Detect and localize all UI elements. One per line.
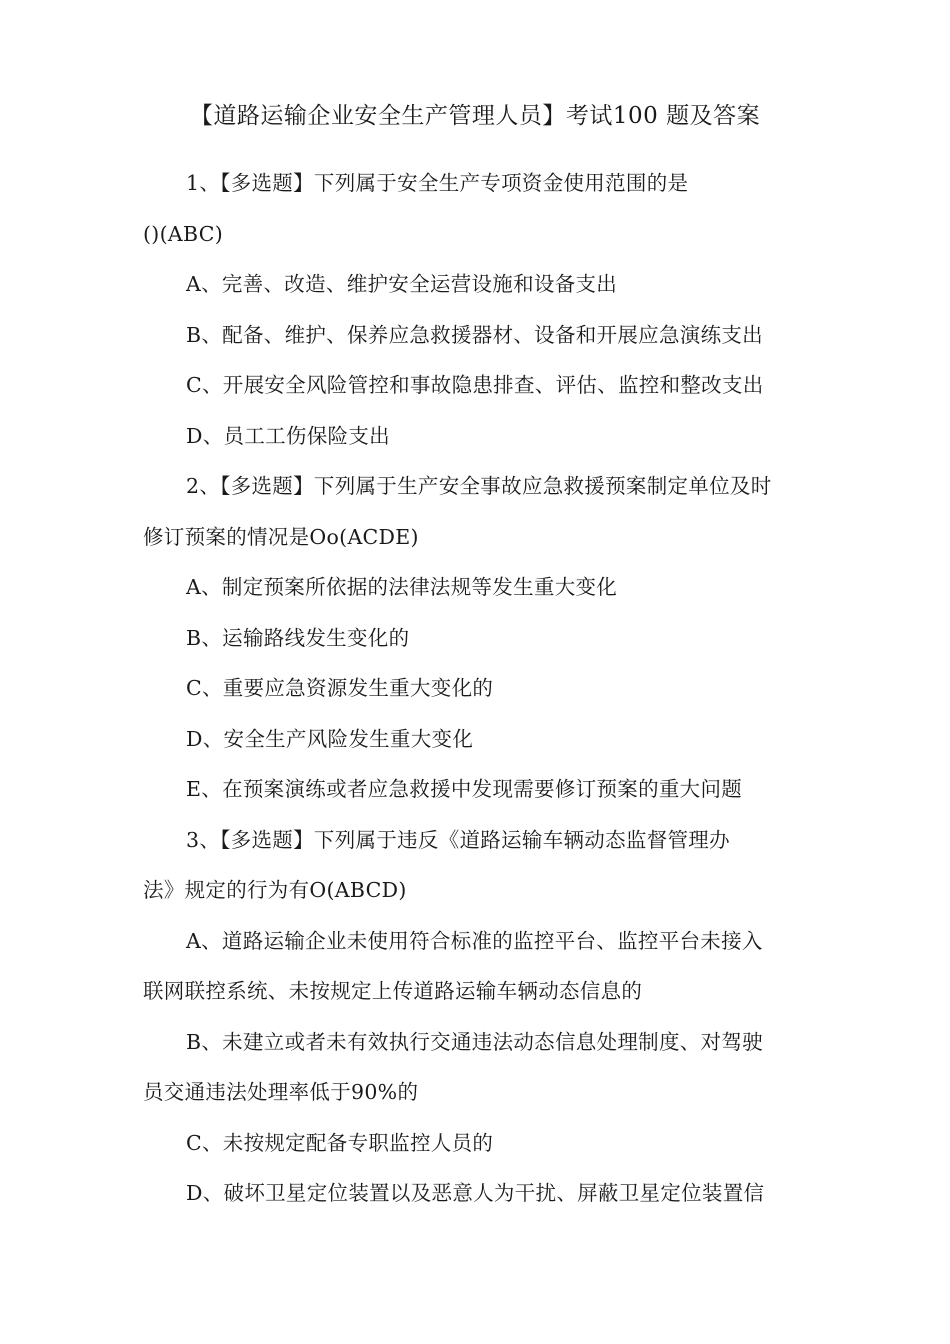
question-1-stem: 1、【多选题】下列属于安全生产专项资金使用范围的是 bbox=[186, 171, 689, 195]
question-2-option-e: E、在预案演练或者应急救援中发现需要修订预案的重大问题 bbox=[186, 777, 743, 801]
question-3-option-a: A、道路运输企业未使用符合标准的监控平台、监控平台未接入 bbox=[186, 928, 763, 953]
question-2-option-a: A、制定预案所依据的法律法规等发生重大变化 bbox=[186, 575, 618, 599]
question-2-option-c: C、重要应急资源发生重大变化的 bbox=[186, 676, 494, 700]
question-1-option-b: B、配备、维护、保养应急救援器材、设备和开展应急演练支出 bbox=[186, 322, 763, 347]
question-2-option-b: B、运输路线发生变化的 bbox=[186, 625, 410, 650]
question-list bbox=[143, 164, 813, 1225]
question-1-option-d: D、员工工伤保险支出 bbox=[186, 423, 390, 448]
question-2-stem: 2、【多选题】下列属于生产安全事故应急救援预案制定单位及时 bbox=[186, 474, 772, 498]
question-2-option-d: D、安全生产风险发生重大变化 bbox=[186, 726, 474, 751]
question-3-option-a-cont: 联网联控系统、未按规定上传道路运输车辆动态信息的 bbox=[143, 979, 643, 1003]
question-3-option-b: B、未建立或者未有效执行交通违法动态信息处理制度、对驾驶 bbox=[186, 1029, 763, 1054]
question-1-stem-cont: ()(ABC) bbox=[143, 221, 224, 246]
question-2-stem-cont: 修订预案的情况是Oo(ACDE) bbox=[143, 524, 419, 549]
question-3-option-b-cont: 员交通违法处理率低于90%的 bbox=[143, 1080, 419, 1104]
document-title: 【道路运输企业安全生产管理人员】考试100 题及答案 bbox=[189, 103, 761, 129]
question-1-option-a: A、完善、改造、维护安全运营设施和设备支出 bbox=[186, 272, 618, 296]
question-3-option-d: D、破坏卫星定位装置以及恶意人为干扰、屏蔽卫星定位装置信 bbox=[186, 1181, 765, 1205]
question-3-stem-cont: 法》规定的行为有O(ABCD) bbox=[143, 878, 407, 902]
question-1-option-c: C、开展安全风险管控和事故隐患排查、评估、监控和整改支出 bbox=[186, 373, 764, 397]
question-3-option-c: C、未按规定配备专职监控人员的 bbox=[186, 1130, 494, 1155]
question-3-stem: 3、【多选题】下列属于违反《道路运输车辆动态监督管理办 bbox=[186, 827, 730, 852]
